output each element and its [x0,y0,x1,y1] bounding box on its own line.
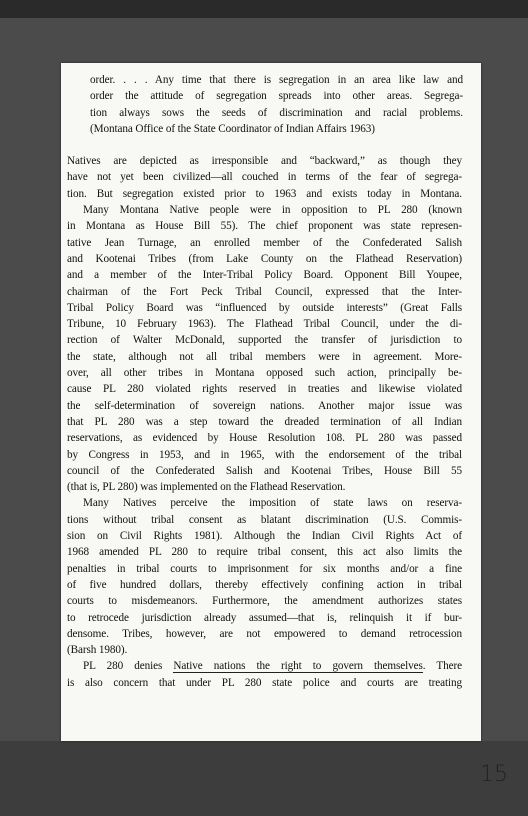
text-line: courts to misdemeanors. Furthermore, the amendment authorizes states [67,595,462,608]
page-text [67,72,462,691]
quote-citation: (Montana Office of the State Coordinator of Indian Affairs 1963) [90,122,375,135]
text-line: rection of Walter McDonald, supported the transfer of jurisdiction to [67,334,462,347]
text-line: over, all other tribes in Montana opposed such action, principally be- [67,367,462,380]
text-line: reservations, as evidenced by House Resolution 108. PL 280 was passed [67,432,462,445]
paragraph-2 [67,202,462,495]
text-line: that PL 280 was a step toward the dreaded termination of all Indian [67,415,462,428]
quote-line: order. . . . Any time that there is segregation in an area like law and [90,74,463,86]
text-line: have not yet been civilized—all couched in terms of the fear of segrega- [67,171,462,184]
text-line: 1968 amended PL 280 to require tribal consent, this act also limits the [67,546,462,559]
text-line: by Congress in 1953, and in 1965, with the endorsement of the tribal [67,448,462,461]
text-line: the state, although not all tribal members were in agreement. More- [67,350,462,363]
text-line: Many Natives perceive the imposition of state laws on reserva- [83,497,462,510]
text-run: PL 280 denies [83,660,174,673]
text-line: to retrocede jurisdiction already assumed—that is, relinquish it if bur- [67,611,462,624]
text-line: (Barsh 1980). [67,644,128,657]
text-line: the self-determination of sovereign nations. Another major issue was [67,399,462,412]
scan-bottom-band [0,741,528,816]
text-line: is also concern that under PL 280 state police and courts are treating [67,676,462,689]
text-line: Many Montana Native people were in opposition to PL 280 (known [83,204,462,217]
text-run: . There [422,660,462,673]
text-line [67,658,462,674]
quote-line: tion always sows the seeds of discrimination and racial problems. [90,106,463,119]
text-line: and Kootenai Tribes (from Lake County on the Flathead Reservation) [67,252,462,265]
text-line: of five hundred dollars, thereby effectively confining action in tribal [67,578,462,591]
text-line: council of the Confederated Salish and Kootenai Tribes, House Bill 55 [67,464,462,477]
text-line: sion on Civil Rights 1981). Although the Indian Civil Rights Act of [67,530,462,543]
text-line: densome. Tribes, however, are not empowered to demand retrocession [67,627,462,640]
paragraph-1 [67,153,462,202]
quote-line: order the attitude of segregation spreads into other areas. Segrega- [90,90,463,103]
text-line: in Montana as House Bill 55). The chief proponent was state represen- [67,220,462,233]
text-line: and a member of the Inter-Tribal Policy Board. Opponent Bill Youpee, [67,269,462,282]
text-line: penalties in tribal courts to imprisonment for six months and/or a fine [67,562,462,575]
text-line: cause PL 280 violated rights reserved in treaties and likewise violated [67,383,462,396]
underlined-phrase: Native nations the right to govern themselves [173,660,423,673]
paragraph-3 [67,495,462,658]
text-line: chairman of the Fort Peck Tribal Council, expressed that the Inter- [67,285,462,298]
text-line: Tribal Policy Board was “influenced by outside interests” (Great Falls [67,301,462,314]
paragraph-4 [67,658,462,691]
text-line: Natives are depicted as irresponsible and “backward,” as though they [67,155,462,168]
text-line: tions without tribal consent as blatant discrimination (U.S. Commis- [67,513,462,526]
text-line: Tribune, 10 February 1963). The Flathead Tribal Council, under the di- [67,318,462,331]
block-quote [90,72,463,137]
text-line: tative Jean Turnage, an enrolled member of the Confederated Salish [67,236,462,249]
text-line: (that is, PL 280) was implemented on the Flathead Reservation. [67,481,346,494]
scan-top-edge [0,0,528,18]
text-line: tion. But segregation existed prior to 1963 and exists today in Montana. [67,187,462,200]
handwritten-page-number: 15 [480,762,508,787]
